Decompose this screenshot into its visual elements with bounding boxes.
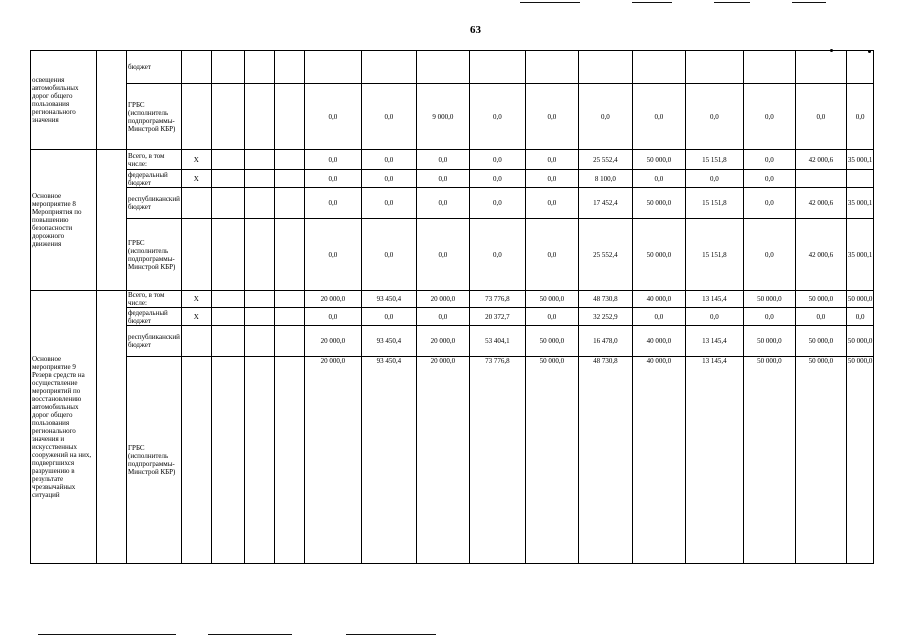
empty-cell	[211, 188, 244, 219]
amount-cell	[578, 51, 632, 84]
empty-cell	[211, 51, 244, 84]
amount-cell: 0,0	[578, 84, 632, 150]
amount-cell: 0,0	[743, 188, 795, 219]
empty-cell	[274, 84, 304, 150]
amount-cell: 50 000,0	[525, 291, 578, 308]
amount-cell: 53 404,1	[469, 326, 525, 357]
amount-cell: 20 000,0	[304, 357, 361, 564]
funding-source-cell: федеральный бюджет	[127, 170, 182, 188]
amount-cell: 50 000,0	[795, 326, 846, 357]
amount-cell: 16 478,0	[578, 326, 632, 357]
amount-cell: 15 151,8	[685, 188, 743, 219]
amount-cell: 50 000,0	[743, 357, 795, 564]
measure-name-cell: Основное мероприятие 8 Мероприятия по повышению безопасности дорожного движения	[31, 150, 97, 291]
mark-cell	[181, 219, 211, 291]
amount-cell: 0,0	[469, 219, 525, 291]
funding-source-cell: Всего, в том числе:	[127, 150, 182, 170]
empty-cell	[97, 150, 127, 291]
amount-cell: 50 000,0	[743, 326, 795, 357]
scan-line	[346, 634, 436, 635]
empty-cell	[211, 326, 244, 357]
amount-cell: 40 000,0	[632, 326, 685, 357]
amount-cell: 0,0	[416, 308, 469, 326]
amount-cell	[525, 51, 578, 84]
empty-cell	[274, 308, 304, 326]
amount-cell: 50 000,0	[846, 326, 874, 357]
amount-cell: 20 000,0	[304, 326, 361, 357]
table-row	[31, 326, 874, 357]
amount-cell: 0,0	[795, 84, 846, 150]
amount-cell: 0,0	[632, 84, 685, 150]
amount-cell	[361, 51, 416, 84]
mark-cell: X	[181, 150, 211, 170]
funding-source-cell: ГРБС (исполнитель подпрограммы-Минстрой КБР)	[127, 219, 182, 291]
empty-cell	[211, 219, 244, 291]
amount-cell: 0,0	[469, 188, 525, 219]
amount-cell: 50 000,0	[632, 219, 685, 291]
amount-cell: 0,0	[304, 219, 361, 291]
amount-cell	[685, 51, 743, 84]
amount-cell: 50 000,0	[846, 357, 874, 564]
empty-cell	[244, 326, 274, 357]
amount-cell: 0,0	[632, 308, 685, 326]
empty-cell	[211, 308, 244, 326]
amount-cell: 0,0	[361, 188, 416, 219]
empty-cell	[274, 357, 304, 564]
amount-cell: 0,0	[525, 188, 578, 219]
empty-cell	[274, 51, 304, 84]
table-row	[31, 188, 874, 219]
amount-cell: 50 000,0	[795, 357, 846, 564]
empty-cell	[97, 291, 127, 564]
empty-cell	[244, 308, 274, 326]
amount-cell	[632, 51, 685, 84]
amount-cell: 0,0	[469, 150, 525, 170]
amount-cell: 17 452,4	[578, 188, 632, 219]
scan-line	[632, 2, 672, 3]
amount-cell: 0,0	[525, 170, 578, 188]
amount-cell: 73 776,8	[469, 291, 525, 308]
empty-cell	[211, 291, 244, 308]
empty-cell	[244, 84, 274, 150]
funding-source-cell: республиканский бюджет	[127, 188, 182, 219]
amount-cell: 48 730,8	[578, 291, 632, 308]
amount-cell: 13 145,4	[685, 357, 743, 564]
amount-cell: 0,0	[361, 150, 416, 170]
empty-cell	[244, 51, 274, 84]
mark-cell: X	[181, 291, 211, 308]
amount-cell: 25 552,4	[578, 150, 632, 170]
page-number: 63	[470, 24, 481, 36]
mark-cell	[181, 51, 211, 84]
amount-cell: 8 100,0	[578, 170, 632, 188]
amount-cell: 50 000,0	[525, 357, 578, 564]
empty-cell	[274, 150, 304, 170]
table-row	[31, 219, 874, 291]
amount-cell: 13 145,4	[685, 291, 743, 308]
amount-cell	[795, 51, 846, 84]
mark-cell	[181, 357, 211, 564]
funding-source-cell: республиканский бюджет	[127, 326, 182, 357]
funding-source-cell: Всего, в том числе:	[127, 291, 182, 308]
amount-cell: 0,0	[685, 170, 743, 188]
amount-cell: 0,0	[632, 170, 685, 188]
amount-cell: 0,0	[361, 84, 416, 150]
amount-cell: 0,0	[743, 308, 795, 326]
budget-table	[30, 50, 874, 564]
funding-source-cell: ГРБС (исполнитель подпрограммы-Минстрой КБР)	[127, 84, 182, 150]
table-row	[31, 150, 874, 170]
table-row	[31, 308, 874, 326]
amount-cell: 0,0	[361, 219, 416, 291]
scan-line	[208, 634, 292, 635]
amount-cell: 15 151,8	[685, 219, 743, 291]
amount-cell: 0,0	[304, 308, 361, 326]
empty-cell	[211, 357, 244, 564]
funding-source-cell: федеральный бюджет	[127, 308, 182, 326]
empty-cell	[274, 326, 304, 357]
amount-cell: 93 450,4	[361, 326, 416, 357]
funding-source-cell: ГРБС (исполнитель подпрограммы-Минстрой КБР)	[127, 357, 182, 564]
amount-cell: 35 000,1	[846, 188, 874, 219]
amount-cell: 0,0	[304, 84, 361, 150]
amount-cell: 50 000,0	[632, 150, 685, 170]
amount-cell: 42 000,6	[795, 219, 846, 291]
amount-cell: 35 000,1	[846, 219, 874, 291]
amount-cell: 0,0	[685, 84, 743, 150]
amount-cell: 42 000,6	[795, 188, 846, 219]
amount-cell: 42 000,6	[795, 150, 846, 170]
amount-cell: 0,0	[525, 84, 578, 150]
amount-cell: 0,0	[846, 84, 874, 150]
amount-cell: 0,0	[743, 84, 795, 150]
amount-cell: 13 145,4	[685, 326, 743, 357]
amount-cell: 9 000,0	[416, 84, 469, 150]
amount-cell: 0,0	[525, 219, 578, 291]
amount-cell: 0,0	[416, 170, 469, 188]
empty-cell	[244, 291, 274, 308]
empty-cell	[274, 291, 304, 308]
amount-cell	[743, 51, 795, 84]
amount-cell	[795, 170, 846, 188]
amount-cell: 93 450,4	[361, 357, 416, 564]
amount-cell: 50 000,0	[846, 291, 874, 308]
amount-cell: 0,0	[304, 150, 361, 170]
table-row	[31, 51, 874, 84]
amount-cell: 50 000,0	[525, 326, 578, 357]
mark-cell: X	[181, 170, 211, 188]
empty-cell	[211, 150, 244, 170]
empty-cell	[244, 357, 274, 564]
amount-cell	[416, 51, 469, 84]
amount-cell: 73 776,8	[469, 357, 525, 564]
amount-cell: 93 450,4	[361, 291, 416, 308]
amount-cell: 25 552,4	[578, 219, 632, 291]
table-row	[31, 170, 874, 188]
amount-cell: 0,0	[361, 170, 416, 188]
measure-name-cell: Основное мероприятие 9 Резерв средств на осуществление мероприятий по восстановлению автомобильных дорог общего пользования регионального значения и искусственных сооружений на них, подвергшихся разрушению в результате чрезвычайных ситуаций	[31, 291, 97, 564]
amount-cell: 0,0	[304, 188, 361, 219]
amount-cell: 0,0	[416, 150, 469, 170]
amount-cell: 0,0	[743, 170, 795, 188]
empty-cell	[274, 170, 304, 188]
amount-cell	[846, 51, 874, 84]
amount-cell: 20 372,7	[469, 308, 525, 326]
empty-cell	[244, 188, 274, 219]
amount-cell: 0,0	[525, 150, 578, 170]
amount-cell: 0,0	[525, 308, 578, 326]
measure-name-cell: освещения автомобильных дорог общего пользования регионального значения	[31, 51, 97, 150]
empty-cell	[244, 170, 274, 188]
amount-cell: 50 000,0	[795, 291, 846, 308]
amount-cell: 0,0	[304, 170, 361, 188]
amount-cell: 0,0	[469, 170, 525, 188]
amount-cell: 32 252,9	[578, 308, 632, 326]
amount-cell	[304, 51, 361, 84]
table-row	[31, 291, 874, 308]
amount-cell: 20 000,0	[416, 326, 469, 357]
mark-cell	[181, 326, 211, 357]
table-row	[31, 84, 874, 150]
amount-cell: 0,0	[795, 308, 846, 326]
table-body	[31, 51, 874, 564]
empty-cell	[244, 150, 274, 170]
empty-cell	[97, 51, 127, 150]
scan-line	[38, 634, 176, 635]
amount-cell: 20 000,0	[304, 291, 361, 308]
amount-cell: 0,0	[743, 219, 795, 291]
empty-cell	[244, 219, 274, 291]
funding-source-cell: бюджет	[127, 51, 182, 84]
amount-cell: 0,0	[469, 84, 525, 150]
amount-cell: 20 000,0	[416, 357, 469, 564]
mark-cell	[181, 84, 211, 150]
amount-cell: 35 000,1	[846, 150, 874, 170]
empty-cell	[211, 170, 244, 188]
amount-cell: 0,0	[743, 150, 795, 170]
amount-cell: 48 730,8	[578, 357, 632, 564]
amount-cell: 50 000,0	[632, 188, 685, 219]
empty-cell	[211, 84, 244, 150]
scan-line	[714, 2, 750, 3]
amount-cell: 0,0	[361, 308, 416, 326]
mark-cell: X	[181, 308, 211, 326]
scan-line	[792, 2, 826, 3]
amount-cell	[469, 51, 525, 84]
empty-cell	[274, 188, 304, 219]
amount-cell: 0,0	[416, 219, 469, 291]
empty-cell	[274, 219, 304, 291]
amount-cell: 50 000,0	[743, 291, 795, 308]
amount-cell: 0,0	[416, 188, 469, 219]
amount-cell: 40 000,0	[632, 357, 685, 564]
table-row	[31, 357, 874, 564]
amount-cell: 40 000,0	[632, 291, 685, 308]
amount-cell	[846, 170, 874, 188]
scan-line	[520, 2, 580, 3]
amount-cell: 0,0	[846, 308, 874, 326]
mark-cell	[181, 188, 211, 219]
amount-cell: 0,0	[685, 308, 743, 326]
amount-cell: 20 000,0	[416, 291, 469, 308]
amount-cell: 15 151,8	[685, 150, 743, 170]
